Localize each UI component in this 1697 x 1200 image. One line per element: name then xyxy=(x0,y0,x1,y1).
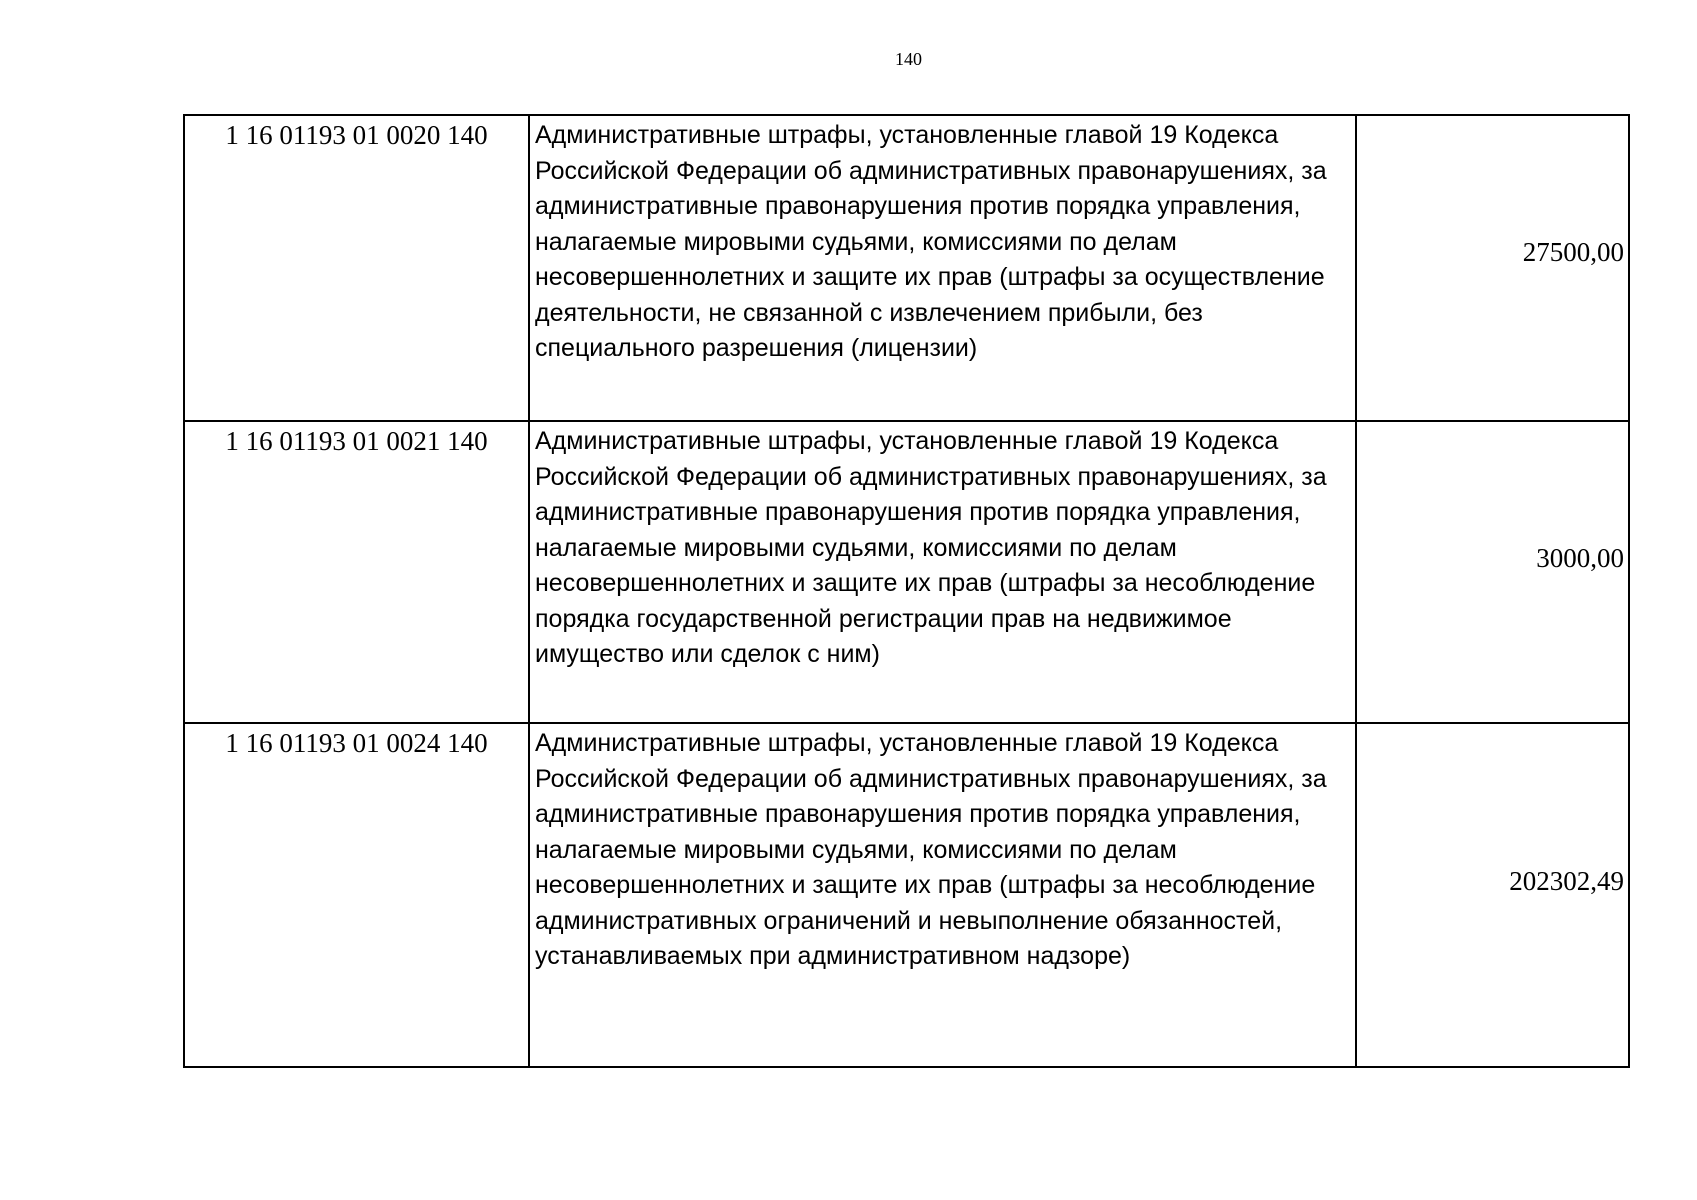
amount-value: 3000,00 xyxy=(1536,543,1624,574)
table-row xyxy=(184,115,1629,421)
amount-cell xyxy=(1356,115,1629,421)
budget-code-cell: 1 16 01193 01 0024 140 xyxy=(184,723,529,1067)
table-row xyxy=(184,723,1629,1067)
amount-cell xyxy=(1356,723,1629,1067)
amount-cell xyxy=(1356,421,1629,723)
description-cell: Административные штрафы, установленные главой 19 Кодекса Российской Федерации об административных правонарушениях, за административные правонарушения против порядка управления, налагаемые мировыми судьями, комиссиями по делам несовершеннолетних и защите их прав (штрафы за несоблюдение порядка государственной регистрации прав на недвижимое имущество или сделок с ним) xyxy=(529,421,1356,723)
amount-value: 27500,00 xyxy=(1522,237,1624,268)
budget-code-cell: 1 16 01193 01 0020 140 xyxy=(184,115,529,421)
description-cell: Административные штрафы, установленные главой 19 Кодекса Российской Федерации об административных правонарушениях, за административные правонарушения против порядка управления, налагаемые мировыми судьями, комиссиями по делам несовершеннолетних и защите их прав (штрафы за осуществление деятельности, не связанной с извлечением прибыли, без специального разрешения (лицензии) xyxy=(529,115,1356,421)
amount-value: 202302,49 xyxy=(1509,866,1624,897)
table-row xyxy=(184,421,1629,723)
budget-code-cell: 1 16 01193 01 0021 140 xyxy=(184,421,529,723)
page-number: 140 xyxy=(895,49,922,69)
description-cell: Административные штрафы, установленные главой 19 Кодекса Российской Федерации об административных правонарушениях, за административные правонарушения против порядка управления, налагаемые мировыми судьями, комиссиями по делам несовершеннолетних и защите их прав (штрафы за несоблюдение административных ограничений и невыполнение обязанностей, устанавливаемых при административном надзоре) xyxy=(529,723,1356,1067)
revenue-table xyxy=(183,114,1630,1068)
